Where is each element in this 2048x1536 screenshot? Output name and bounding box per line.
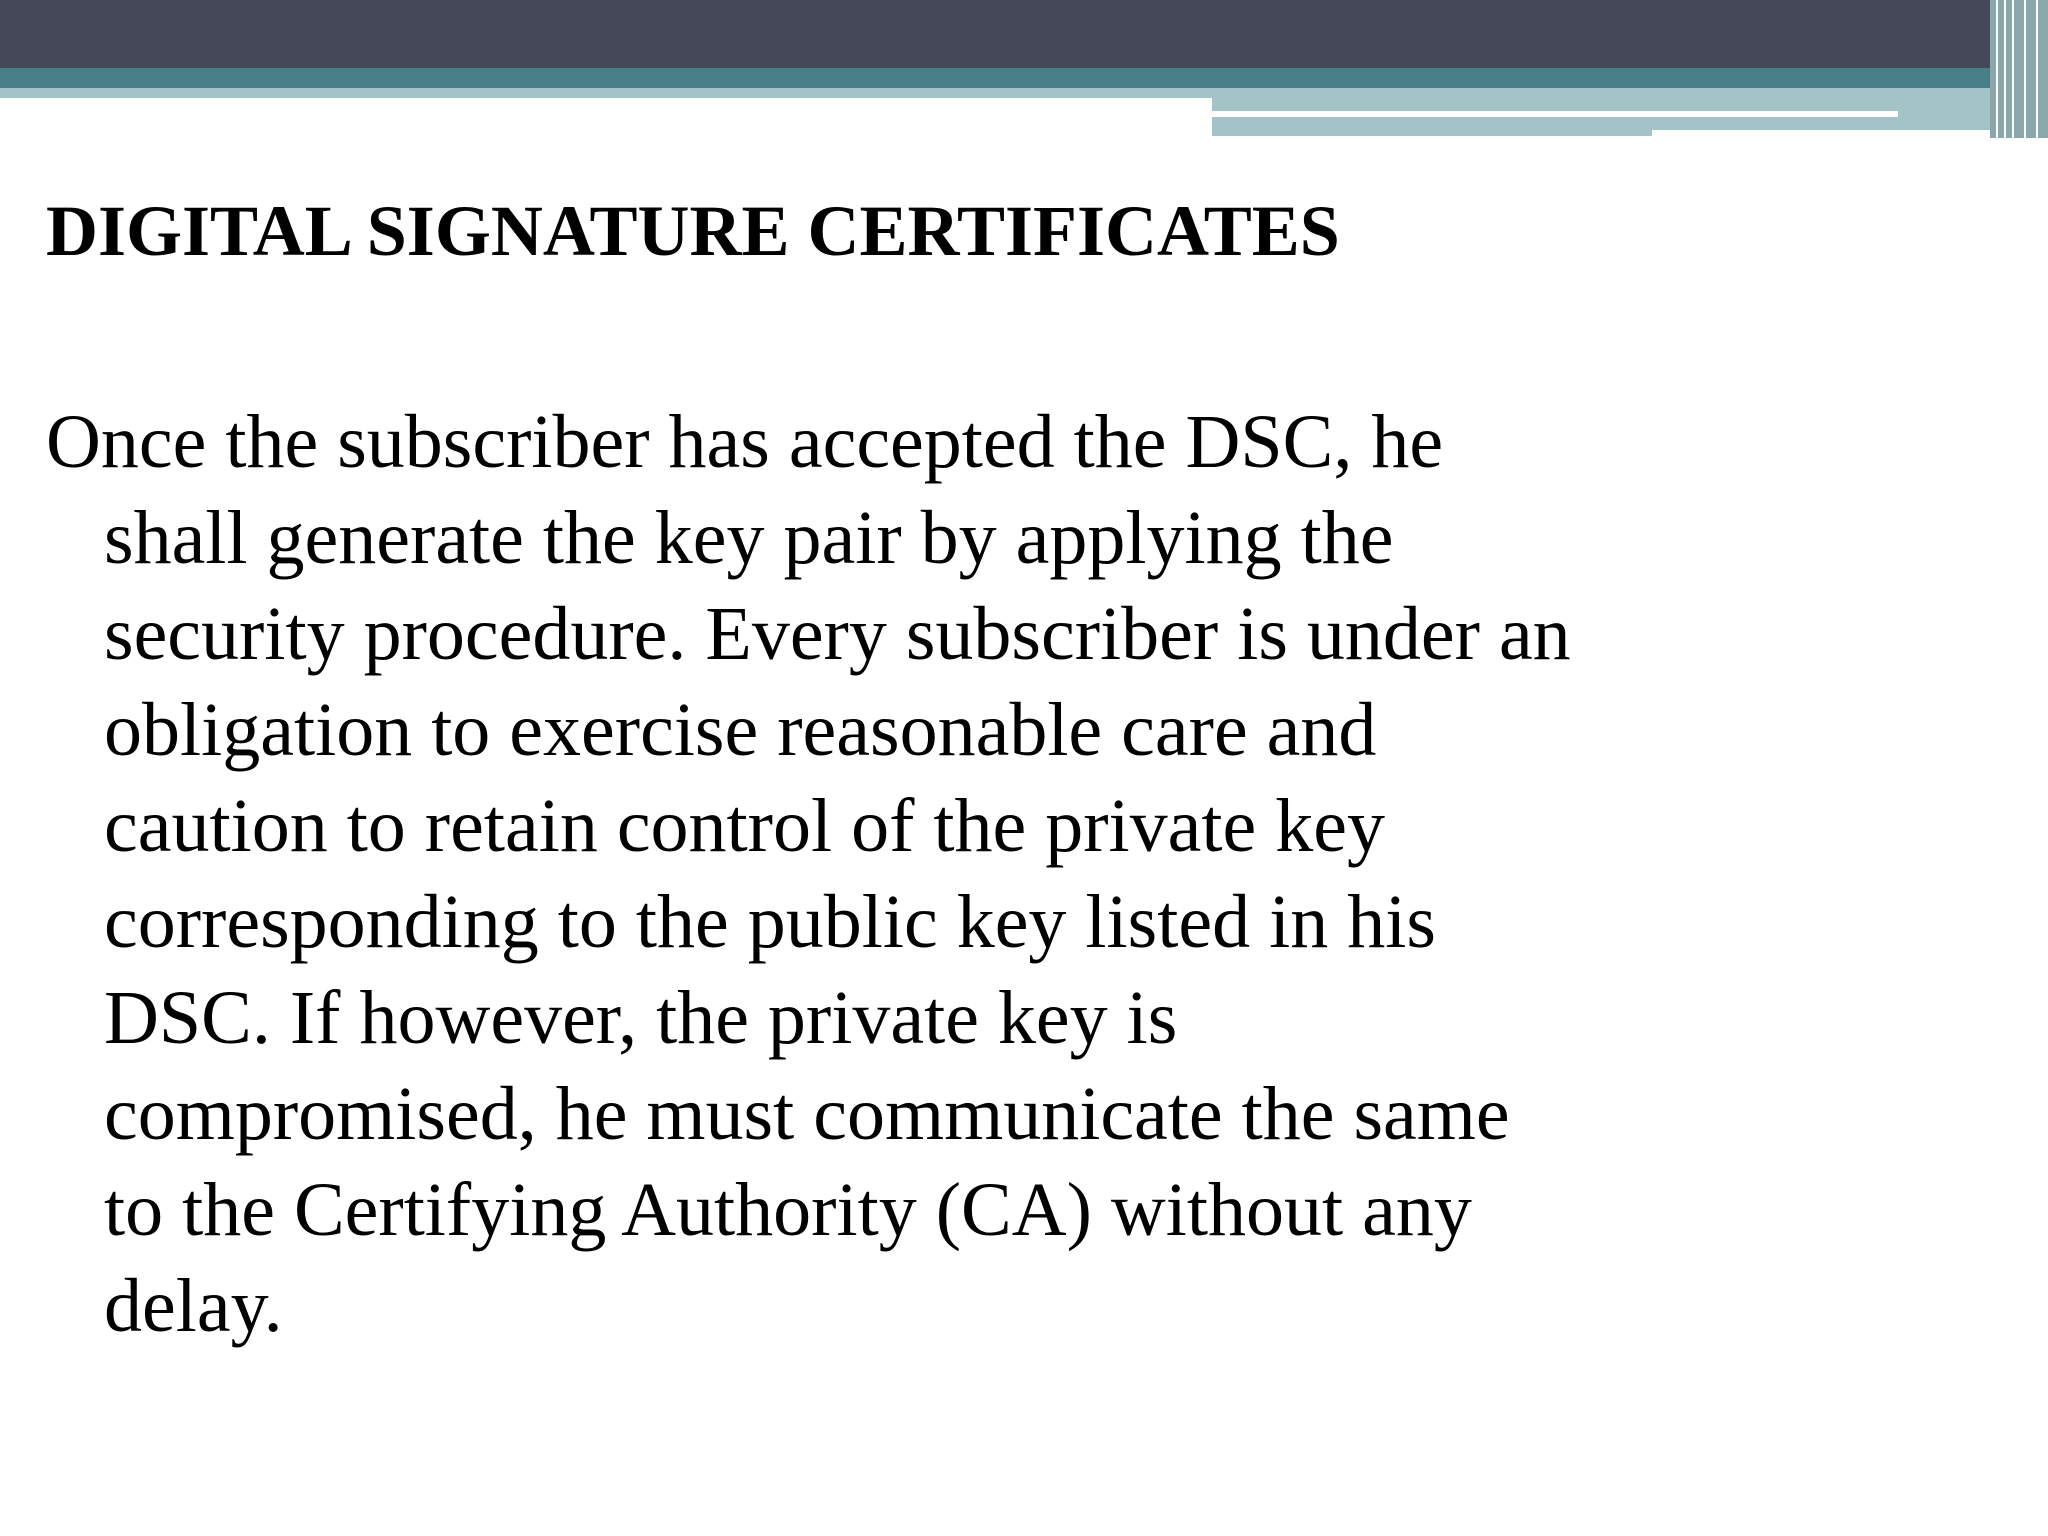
body-line: shall generate the key pair by applying the <box>104 496 1394 580</box>
header-stripe <box>2012 0 2014 138</box>
body-line: Once the subscriber has accepted the DSC, he <box>46 400 1444 484</box>
header-band-teal <box>0 68 2048 88</box>
header-band-dark <box>0 0 2048 68</box>
header-stripe <box>2024 0 2026 138</box>
header-divider-line <box>1212 111 1898 117</box>
body-line: DSC. If however, the private key is <box>104 976 1178 1060</box>
body-line: to the Certifying Authority (CA) without any <box>104 1168 1472 1252</box>
header-stripe <box>2036 0 2038 138</box>
body-line: security procedure. Every subscriber is under an <box>104 592 1571 676</box>
body-line: compromised, he must communicate the same <box>104 1072 1510 1156</box>
slide-title: DIGITAL SIGNATURE CERTIFICATES <box>46 191 1340 271</box>
header-stripe <box>1996 0 1998 138</box>
body-line: delay. <box>104 1264 283 1348</box>
body-line: corresponding to the public key listed in his <box>104 880 1436 964</box>
header-divider-line-lower <box>1652 130 2048 136</box>
slide-body <box>46 394 1876 1354</box>
body-line: caution to retain control of the private key <box>104 784 1385 868</box>
body-line: obligation to exercise reasonable care and <box>104 688 1377 772</box>
header-stripe <box>2004 0 2006 138</box>
header-band-light-left <box>0 88 1212 98</box>
header-right-cap <box>1990 0 2048 138</box>
